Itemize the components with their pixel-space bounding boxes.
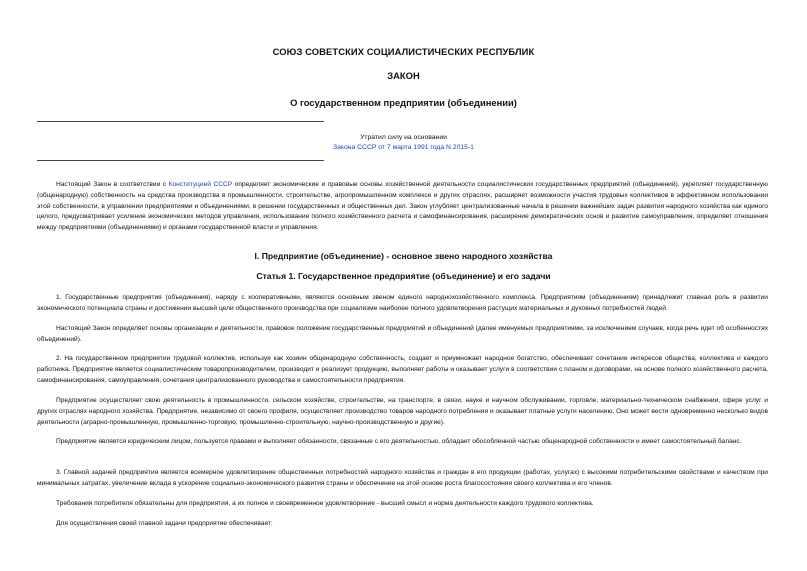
paragraph: 1. Государственные предприятия (объединения), наряду с кооперативными, являются основным звеном единого народнохозяйственного комплекса. Предприятиям (объединениям) принадлежит главная роль в развитии экономического потенциала страны и достижении высшей цели общественного производства при социализме наиболее полного удовлетворения растущих материальных и духовных потребностей людей. (37, 294, 768, 312)
preamble-text-end: определяет экономические и правовые основы хозяйственной деятельности социалистических государственных предприятий (объединений), укрепляет государственную (общенародную) собственность на средства производства в промышленности, строительстве, агропромышленном комплексе и других отраслях, расширяет возможности участия трудовых коллективов в эффективном использовании этой собственности, в управлении предприятиями и объединениями, в решении государственных и общественных дел. Закон углубляет централизованные начала в решении важнейших задач развития народного хозяйства как единого целого, предусматривает усиление экономических методов управления, использование полного хозяйственного расчета и самофинансирования, расширение демократических основ и развитие самоуправления, определяет отношения между предприятиями (объединениями) и органами государственной власти и управления. (37, 181, 768, 232)
divider-top (37, 121, 324, 122)
header-law: ЗАКОН (387, 70, 420, 81)
divider-bottom (37, 160, 324, 161)
paragraph: Настоящий Закон определяет основы организации и деятельности, правовое положение государственных предприятий и объединений (далее именуемых предприятиями, за исключением случаев, когда речь идет об особенностях объединений). (37, 325, 768, 343)
paragraph: Для осуществления своей главной задачи предприятие обеспечивает: (56, 520, 273, 527)
lost-force-text: Утратил силу на основании (360, 134, 447, 141)
repeal-law-link[interactable]: Закона СССР от 7 марта 1991 года N 2015-1 (333, 144, 474, 151)
paragraph: Предприятие является юридическим лицом, пользуется правами и выполняет обязанности, связанные с его деятельностью, обладает обособленной частью общенародной собственности и имеет самостоятельный баланс. (56, 438, 742, 445)
paragraph: 3. Главной задачей предприятия является всемерное удовлетворение общественных потребностей народного хозяйства и граждан в его продукции (работах, услугах) с высокими потребительскими свойствами и качеством при минимальных затратах, увеличение вклада в ускорение социально-экономического развития страны и обеспечение на этой основе роста благосостояния своего коллектива и его членов. (37, 469, 768, 487)
status-note (300, 133, 507, 153)
paragraph: 2. На государственном предприятии трудовой коллектив, используя как хозяин общенародную собственность, создает и приумножает народное богатство, обеспечивает сочетание интересов общества, коллектива и каждого работника. Предприятие является социалистическим товаропроизводителем, производит и реализует продукцию, выполняет работы и оказывает услуги в соответствии с планом и договорами, на основе полного хозяйственного расчета, самофинансирования, самоуправления, сочетания централизованного руководства и самостоятельности предприятия. (37, 355, 768, 384)
section-heading: I. Предприятие (объединение) - основное звено народного хозяйства (254, 251, 553, 261)
header-union: СОЮЗ СОВЕТСКИХ СОЦИАЛИСТИЧЕСКИХ РЕСПУБЛИК (272, 46, 535, 57)
paragraph: Предприятие осуществляет свою деятельность в промышленности, сельском хозяйстве, строительстве, на транспорте, в связи, науке и научном обслуживании, торговле, материально-техническом снабжении, сфере услуг и других отраслях народного хозяйства. Предприятие, независимо от своего профиля, осуществляет производство товаров народного потребления и оказывает платные услуги населению. Оно может вести одновременно несколько видов деятельности (аграрно-промышленную, промышленно-торговую, промышленно-строительную, научно-производственную и другие). (37, 397, 768, 426)
article-heading: Статья 1. Государственное предприятие (объединение) и его задачи (256, 271, 551, 281)
paragraph: Требования потребителя обязательны для предприятия, а их полное и своевременное удовлетворение - высший смысл и норма деятельности каждого трудового коллектива. (56, 500, 594, 507)
document-title: О государственном предприятии (объединении) (290, 97, 517, 108)
preamble-paragraph (37, 180, 768, 234)
constitution-link[interactable]: Конституцией СССР (168, 181, 233, 188)
preamble-text-start: Настоящий Закон в соответствии с (56, 181, 169, 188)
